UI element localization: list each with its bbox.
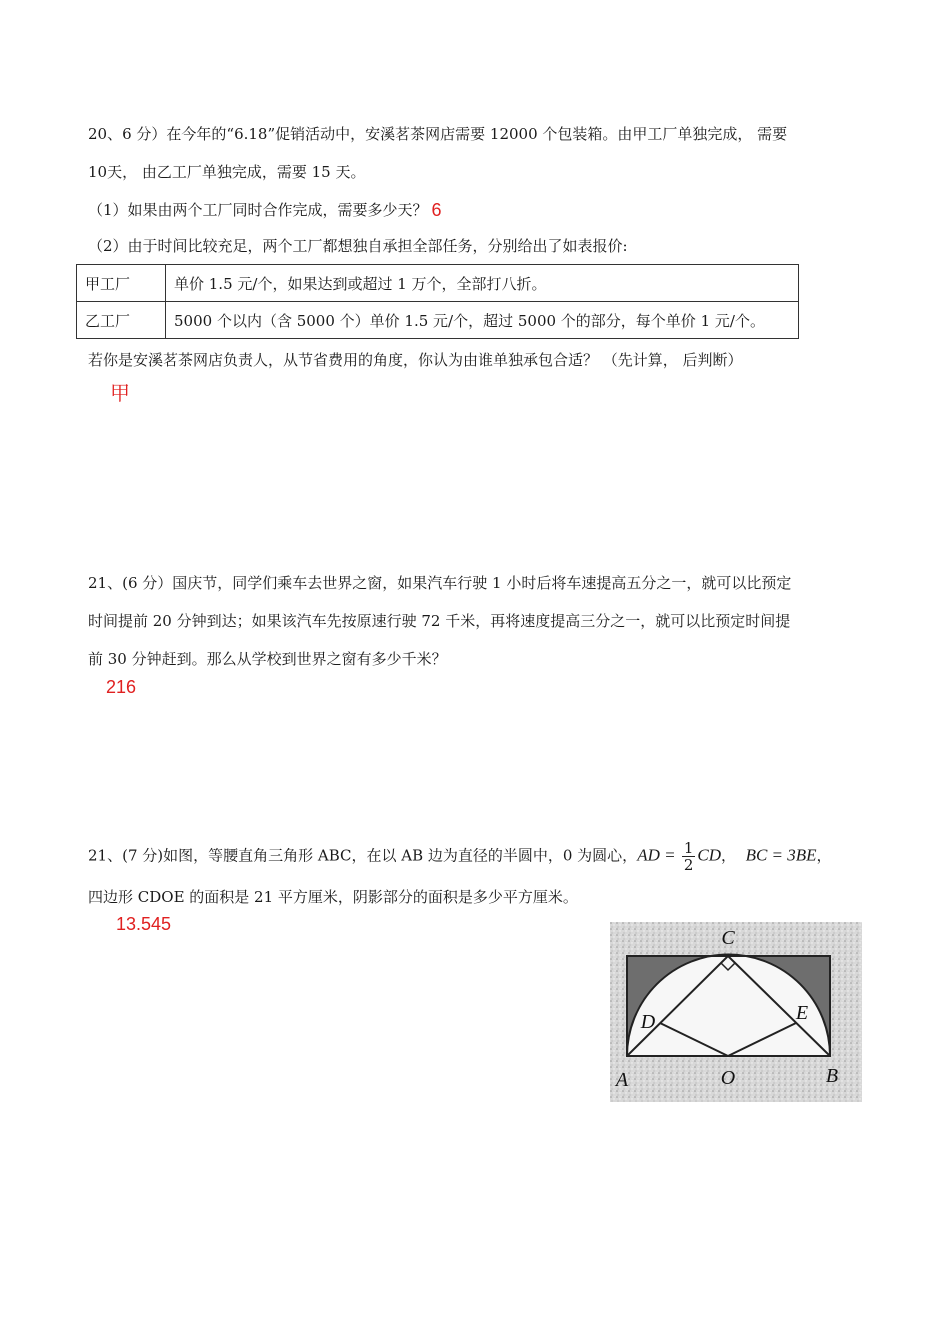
table-cell-offer: 5000 个以内（含 5000 个）单价 1.5 元/个，超过 5000 个的部分，每个单价 1 元/个。 xyxy=(166,302,799,339)
q20-line2: 10天， 由乙工厂单独完成，需要 15 天。 xyxy=(88,163,366,181)
label-e: E xyxy=(795,1002,809,1024)
q21a-line2: 时间提前 20 分钟到达；如果该汽车先按原速行驶 72 千米，再将速度提高三分之一，就可以比预定时间提 xyxy=(88,612,791,630)
geometry-figure xyxy=(610,922,862,1102)
q20-answer: 甲 xyxy=(110,383,130,405)
q20-part1 xyxy=(88,199,442,220)
q20-part1-text: （1）如果由两个工厂同时合作完成，需要多少天？ xyxy=(88,201,428,219)
eq1-lhs: AD xyxy=(637,845,660,865)
label-d: D xyxy=(640,1011,656,1033)
eq2: BC = 3BE xyxy=(745,845,817,865)
q21b-line1: 21、(7 分)如图，等腰直角三角形 ABC，在以 AB 边为直径的半圆中，0 为圆心，AD = $\frac{1}{2}$ CD， BC = 3BE， xyxy=(88,839,832,874)
q20-part2: （2）由于时间比较充足，两个工厂都想独自承担全部任务，分别给出了如表报价: xyxy=(88,237,628,255)
label-c: C xyxy=(721,927,735,949)
eq1-numerator: 1 xyxy=(683,839,694,857)
table-row xyxy=(77,302,799,339)
eq1-fraction xyxy=(682,840,696,873)
q21b-line2: 四边形 CDOE 的面积是 21 平方厘米，阴影部分的面积是多少平方厘米。 xyxy=(88,888,578,906)
label-b: B xyxy=(825,1065,839,1087)
eq1-rhs: CD xyxy=(697,845,722,865)
table-cell-factory: 甲工厂 xyxy=(77,265,166,302)
q20-part1-answer: 6 xyxy=(431,200,442,220)
label-a: A xyxy=(615,1069,629,1091)
q21a-line3: 前 30 分钟赶到。那么从学校到世界之窗有多少千米？ xyxy=(88,650,447,668)
q21a-answer: 216 xyxy=(106,677,137,697)
table-cell-factory: 乙工厂 xyxy=(77,302,166,339)
q21a-line1: 21、(6 分）国庆节，同学们乘车去世界之窗，如果汽车行驶 1 小时后将车速提高五分之一，就可以比预定 xyxy=(88,574,792,592)
q20-question: 若你是安溪茗茶网店负责人，从节省费用的角度，你认为由谁单独承包合适？ （先计算， 后判断） xyxy=(88,351,743,369)
q20-line1: 20、6 分）在今年的“6.18”促销活动中，安溪茗茶网店需要 12000 个包装箱。由甲工厂单独完成， 需要 xyxy=(88,125,788,143)
q21b-answer: 13.545 xyxy=(116,914,172,934)
table-row xyxy=(77,265,799,302)
eq1-denominator: 2 xyxy=(683,856,694,874)
label-o: O xyxy=(720,1067,736,1089)
price-table xyxy=(76,264,799,339)
q21b-line1-prefix: 21、(7 分)如图，等腰直角三角形 ABC，在以 AB 边为直径的半圆中，0 为圆心， xyxy=(88,846,638,865)
table-cell-offer: 单价 1.5 元/个，如果达到或超过 1 万个，全部打八折。 xyxy=(166,265,799,302)
